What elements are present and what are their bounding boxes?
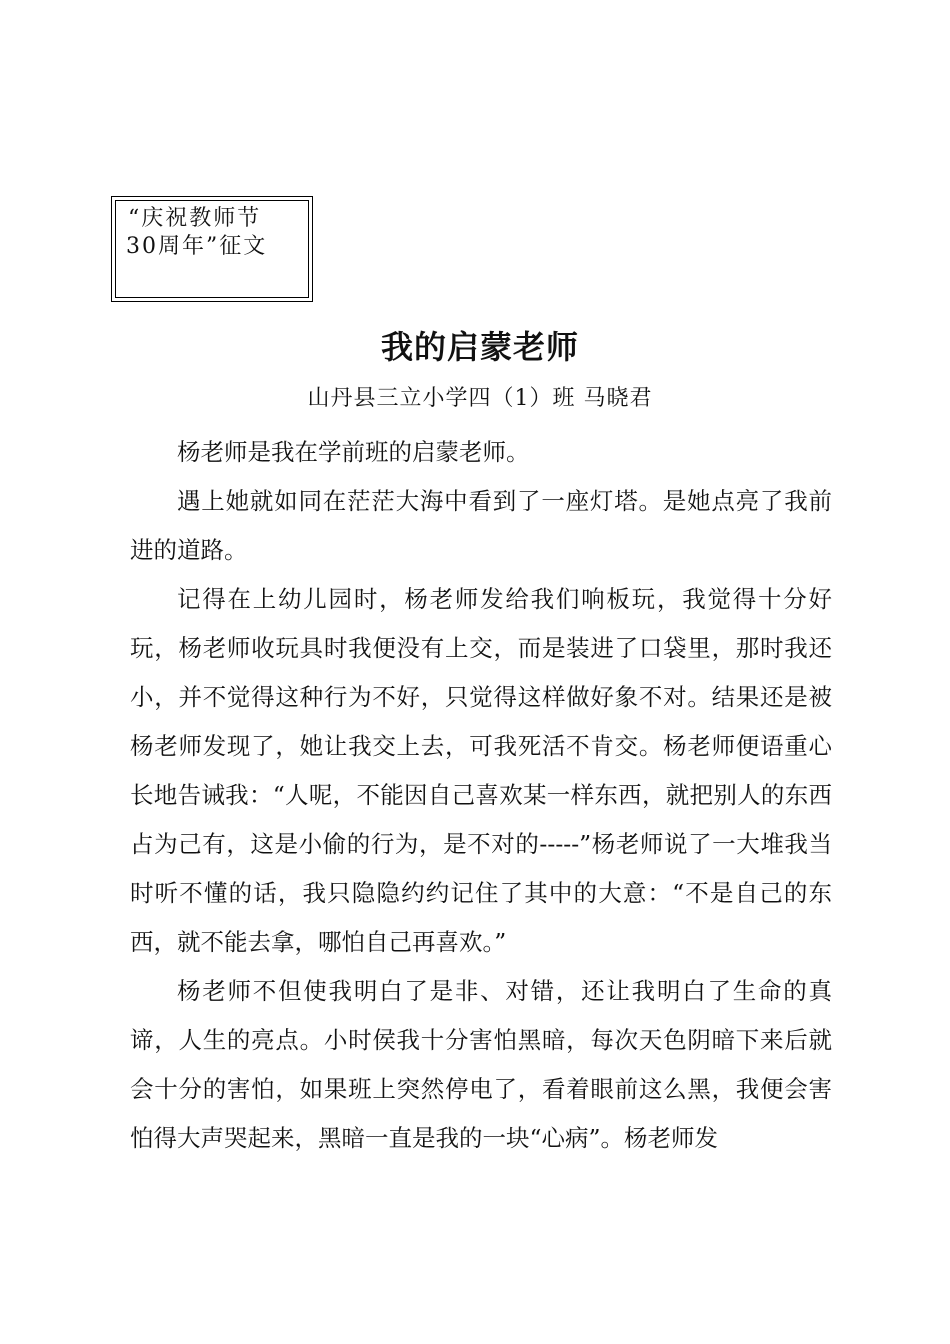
- paragraph-3: 记得在上幼儿园时，杨老师发给我们响板玩，我觉得十分好玩，杨老师收玩具时我便没有上交，而是装进了口袋里，那时我还小，并不觉得这种行为不好，只觉得这样做好象不对。结果还是被杨老师发现了，她让我交上去，可我死活不肯交。杨老师便语重心长地告诫我：“人呢，不能因自己喜欢某一样东西，就把别人的东西占为己有，这是小偷的行为，是不对的-----”杨老师说了一大堆我当时听不懂的话，我只隐隐约约记住了其中的大意：“不是自己的东西，就不能去拿，哪怕自己再喜欢。”: [130, 585, 832, 956]
- author-byline: 山丹县三立小学四（1）班 马晓君: [307, 386, 653, 411]
- paragraph-2: 遇上她就如同在茫茫大海中看到了一座灯塔。是她点亮了我前进的道路。: [130, 487, 832, 564]
- essay-contest-label: [128, 205, 308, 261]
- paragraph-4: 杨老师不但使我明白了是非、对错，还让我明白了生命的真谛，人生的亮点。小时侯我十分害怕黑暗，每次天色阴暗下来后就会十分的害怕，如果班上突然停电了，看着眼前这么黑，我便会害怕得大声哭起来，黑暗一直是我的一块“心病”。杨老师发: [130, 977, 832, 1152]
- essay-body: [130, 428, 832, 1163]
- label-line-2: 30周年”征文: [126, 234, 268, 259]
- essay-contest-label-box: [111, 196, 313, 302]
- paragraph-1: 杨老师是我在学前班的启蒙老师。: [177, 438, 530, 466]
- label-line-1: “庆祝教师节: [128, 206, 262, 231]
- essay-title: 我的启蒙老师: [380, 328, 579, 366]
